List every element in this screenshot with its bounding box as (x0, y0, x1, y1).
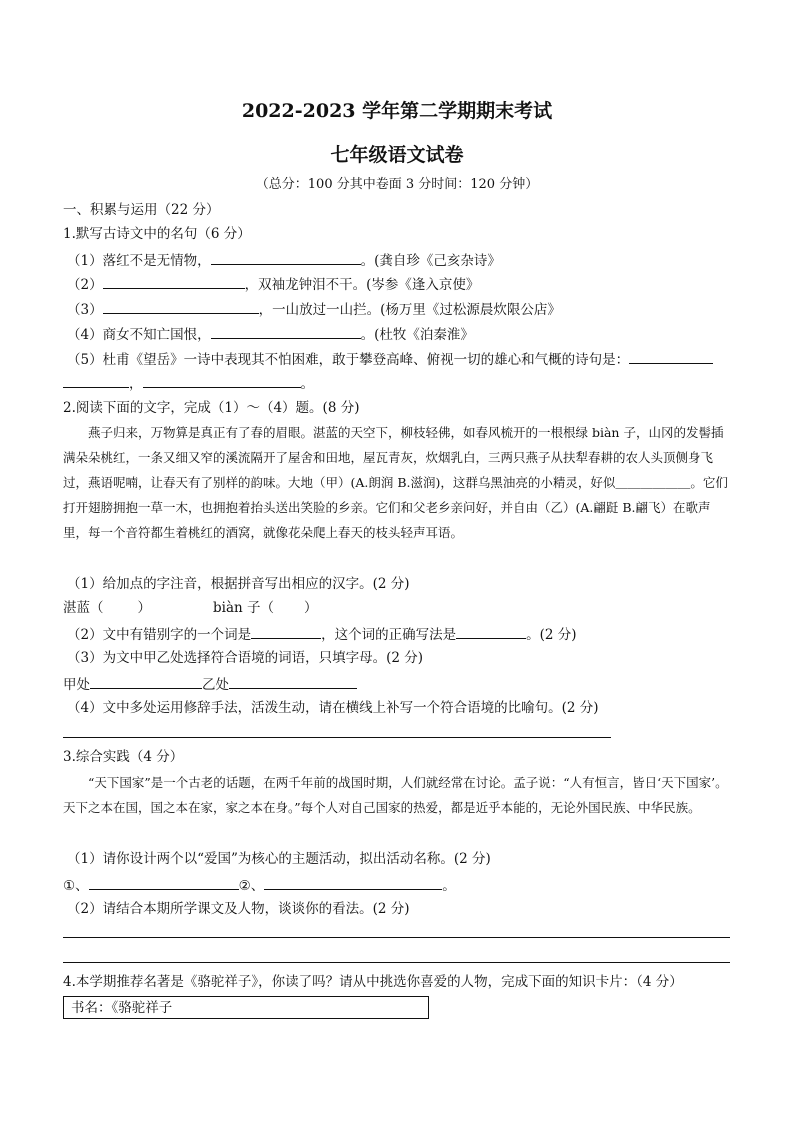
answer-blank[interactable] (63, 373, 129, 388)
paren-close: ） (304, 600, 318, 616)
q1-item2-num: （2） (67, 277, 103, 293)
sub2-text-a: （2）文中有错别字的一个词是 (67, 627, 252, 643)
answer-blank[interactable] (89, 875, 239, 890)
answer-blank[interactable] (264, 875, 442, 890)
answer-line[interactable] (63, 962, 730, 963)
period: 。 (300, 376, 314, 392)
sub2-text-c: 。(2 分) (526, 627, 577, 643)
q1-item1 (67, 250, 501, 270)
sub3-label-b: 乙处 (202, 677, 229, 693)
answer-blank[interactable] (456, 624, 526, 639)
exam-info: （总分：100 分其中卷面 3 分时间：120 分钟） (255, 177, 539, 192)
q1-item2-text: ，双袖龙钟泪不干。(岑参《逢入京使》 (244, 277, 480, 293)
q2-heading: 2.阅读下面的文字，完成（1）～（4）题。(8 分) (63, 400, 360, 416)
section-heading: 一、积累与运用（22 分） (63, 202, 220, 218)
answer-line[interactable] (63, 737, 611, 738)
q2-passage: 燕子归来，万物算是真正有了春的眉眼。湛蓝的天空下，柳枝轻佛，如春风梳开的一根根绿 biàn 子，山冈的发髻插满朵朵桃红，一条又细又窄的溪流隔开了屋舍和田地，屋瓦青灰，炊烟乳白，三两只燕子从扶犁春耕的农人头顶侧身飞过，燕语呢喃，让春天有了别样的韵味。大地（甲）(A.朗润 B.滋润)，这群乌黑油亮的小精灵，好似＿＿＿＿＿＿。它们打开翅膀拥抱一草一木，也拥抱着抬头送出笑脸的乡亲。它们和父老乡亲问好，并自由（乙）(A.翩跹 B.翩飞）在歌声里，每一个音符都生着桃红的酒窝，就像花朵爬上春天的枝头轻声耳语。 (63, 425, 728, 540)
q2-sub3: （3）为文中甲乙处选择符合语境的词语，只填字母。(2 分) (67, 650, 424, 666)
answer-label-1: ①、 (63, 878, 89, 894)
q1-item4 (67, 324, 474, 344)
exam-subtitle: 七年级语文试卷 (330, 144, 464, 166)
answer-blank[interactable] (251, 624, 321, 639)
knowledge-card[interactable] (63, 996, 429, 1019)
q4-heading: 4.本学期推荐名著是《骆驼祥子》，你读了吗？请从中挑选你喜爱的人物，完成下面的知识卡片：（4 分） (63, 974, 683, 990)
q3-sub2: （2）请结合本期所学课文及人物，谈谈你的看法。(2 分) (67, 901, 410, 917)
comma: ， (129, 376, 143, 392)
sub1-b-label: biàn 子（ (213, 600, 274, 616)
q1-item2 (67, 274, 479, 294)
q2-sub4: （4）文中多处运用修辞手法，活泼生动，请在横线上补写一个符合语境的比喻句。(2 分) (67, 700, 599, 716)
answer-label-2: ②、 (238, 878, 265, 894)
q2-sub1: （1）给加点的字注音，根据拼音写出相应的汉字。(2 分) (67, 576, 410, 592)
answer-line[interactable] (63, 937, 730, 938)
q1-item1-source: 。(龚自珍《己亥杂诗》 (360, 253, 501, 269)
paren-close: ） (137, 600, 151, 616)
q3-sub1: （1）请你设计两个以“爱国”为核心的主题活动，拟出活动名称。(2 分) (67, 851, 491, 867)
sub1-a-label: 湛蓝（ (63, 600, 104, 616)
answer-blank[interactable] (90, 674, 202, 689)
sub2-text-b: ，这个词的正确写法是 (321, 627, 457, 643)
q1-item3-num: （3） (67, 302, 103, 318)
q2-sub1-answers (63, 599, 318, 617)
q3-passage: “天下国家”是一个古老的话题，在两千年前的战国时期，人们就经常在讨论。孟子说：“人有恒言，皆日‘天下国家’。天下之本在国，国之本在家，家之本在身。”每个人对自己国家的热爱，都是近乎本能的，无论外国民族、中华民族。 (63, 775, 728, 815)
exam-title: 2022-2023 学年第二学期期末考试 (241, 100, 553, 122)
q1-item4-text: （4）商女不知亡国恨， (67, 327, 211, 343)
q1-item3-text: ，一山放过一山拦。(杨万里《过松源晨炊限公店》 (258, 302, 561, 318)
q1-item1-text: （1）落红不是无情物， (67, 253, 211, 269)
answer-blank[interactable] (211, 250, 361, 265)
answer-blank[interactable] (103, 274, 245, 289)
card-book-label: 书名：《骆驼祥子 (71, 1000, 173, 1016)
q2-sub3-answers (63, 674, 357, 694)
sub3-label-a: 甲处 (63, 677, 90, 693)
q1-item5 (67, 349, 713, 369)
q3-sub1-answers (63, 875, 456, 895)
answer-blank[interactable] (143, 373, 301, 388)
answer-blank[interactable] (229, 674, 357, 689)
q3-heading: 3.综合实践（4 分） (63, 749, 184, 765)
q2-sub2 (67, 624, 577, 644)
answer-blank[interactable] (629, 349, 713, 364)
q1-item5-continued (63, 373, 314, 393)
q1-item3 (67, 299, 561, 319)
period: 。 (442, 878, 456, 894)
answer-blank[interactable] (211, 324, 361, 339)
q1-item5-text: （5）杜甫《望岳》一诗中表现其不怕困难，敢于攀登高峰、俯视一切的雄心和气概的诗句是： (67, 352, 630, 368)
answer-blank[interactable] (103, 299, 259, 314)
q1-item4-source: 。(杜牧《泊秦淮》 (360, 327, 474, 343)
q1-heading: 1.默写古诗文中的名句（6 分） (63, 226, 251, 242)
